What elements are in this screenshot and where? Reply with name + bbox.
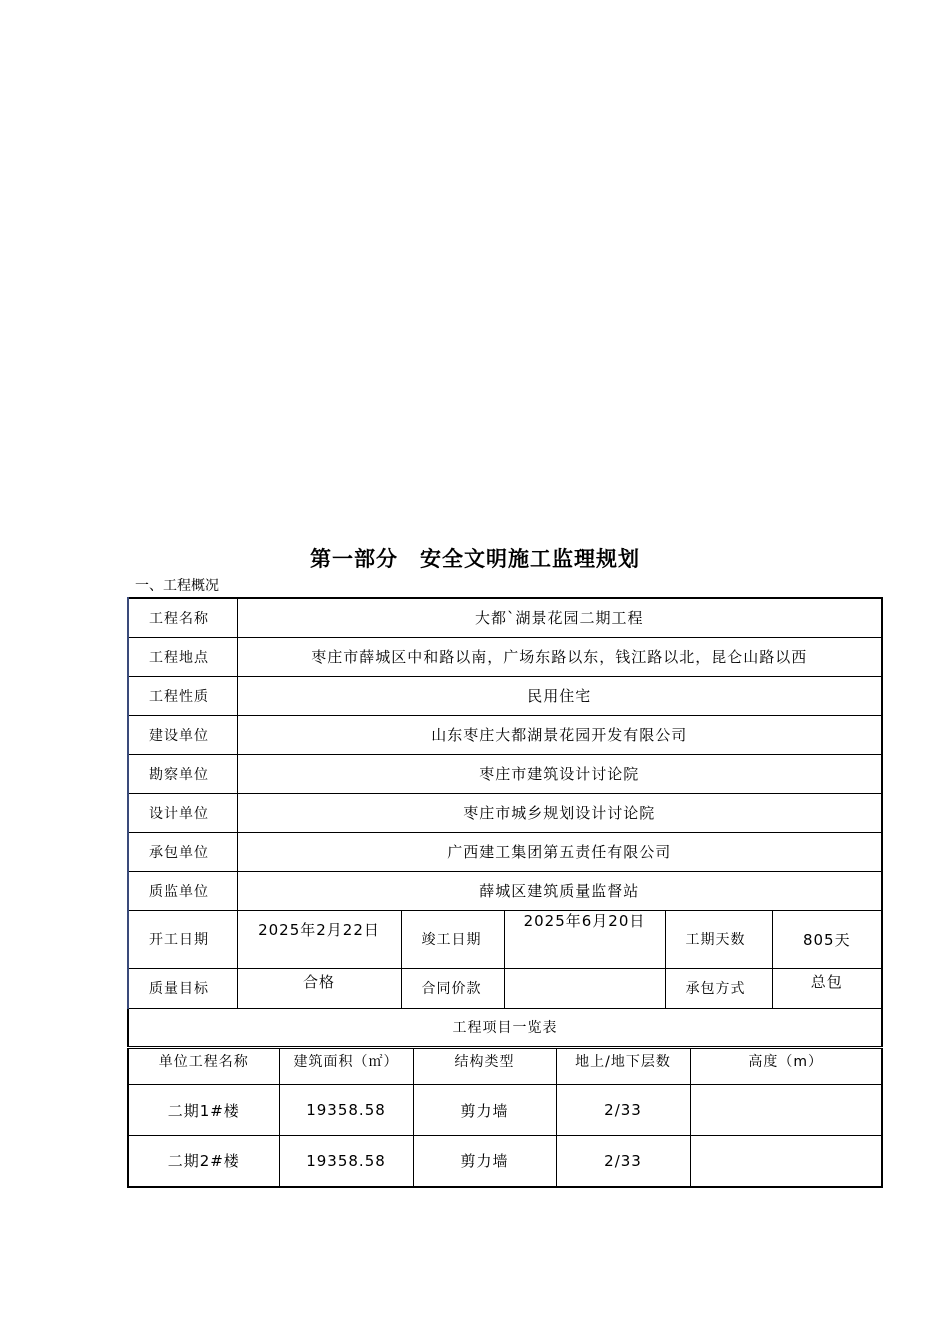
unit-name-cell: 二期2#楼 [128,1136,279,1187]
end-date-value: 2025年6月20日 [504,910,665,968]
floors-cell: 2/33 [556,1085,690,1136]
duration-value: 805天 [772,910,882,968]
height-cell [690,1085,882,1136]
row-label: 勘察单位 [128,754,237,793]
quality-supervision-value: 薛城区建筑质量监督站 [237,871,882,910]
design-unit-value: 枣庄市城乡规划设计讨论院 [237,793,882,832]
document-title: 第一部分 安全文明施工监理规划 [310,547,640,571]
contract-mode-value: 总包 [772,968,882,1008]
header-unit-name: 单位工程名称 [128,1049,279,1085]
row-label: 建设单位 [128,715,237,754]
row-label: 工程地点 [128,637,237,676]
unit-name-cell: 二期1#楼 [128,1085,279,1136]
items-header-row [128,1049,882,1085]
start-date-label: 开工日期 [128,910,237,968]
project-list-title-row [128,1008,882,1046]
overview-row-name [128,598,882,637]
overview-row-survey [128,754,882,793]
overview-row-quality [128,968,882,1008]
quality-target-value: 合格 [237,968,401,1008]
section-heading: 一、工程概况 [135,578,219,594]
overview-row-location [128,637,882,676]
row-label: 承包单位 [128,832,237,871]
overview-row-nature [128,676,882,715]
row-label: 工程名称 [128,598,237,637]
duration-label: 工期天数 [665,910,772,968]
header-structure-type: 结构类型 [413,1049,556,1085]
table-row [128,1085,882,1136]
project-location-value: 枣庄市薛城区中和路以南，广场东路以东，钱江路以北，昆仑山路以西 [237,637,882,676]
row-label: 工程性质 [128,676,237,715]
contract-mode-label: 承包方式 [665,968,772,1008]
header-building-area: 建筑面积（㎡） [279,1049,413,1085]
project-items-table [127,1048,883,1188]
row-label: 设计单位 [128,793,237,832]
quality-target-label: 质量目标 [128,968,237,1008]
structure-type-cell: 剪力墙 [413,1136,556,1187]
table-row [128,1136,882,1187]
row-label: 质监单位 [128,871,237,910]
height-cell [690,1136,882,1187]
contract-price-value [504,968,665,1008]
floors-cell: 2/33 [556,1136,690,1187]
overview-row-dates [128,910,882,968]
contract-price-label: 合同价款 [401,968,504,1008]
overview-row-developer [128,715,882,754]
building-area-cell: 19358.58 [279,1136,413,1187]
header-height: 高度（m） [690,1049,882,1085]
building-area-cell: 19358.58 [279,1085,413,1136]
project-name-value: 大都`湖景花园二期工程 [237,598,882,637]
end-date-label: 竣工日期 [401,910,504,968]
overview-row-design [128,793,882,832]
overview-row-supervision [128,871,882,910]
header-floors: 地上/地下层数 [556,1049,690,1085]
contractor-value: 广西建工集团第五责任有限公司 [237,832,882,871]
developer-value: 山东枣庄大都湖景花园开发有限公司 [237,715,882,754]
overview-row-contractor [128,832,882,871]
start-date-value: 2025年2月22日 [237,910,401,968]
project-overview-table [127,597,883,1047]
structure-type-cell: 剪力墙 [413,1085,556,1136]
project-nature-value: 民用住宅 [237,676,882,715]
survey-unit-value: 枣庄市建筑设计讨论院 [237,754,882,793]
project-list-title: 工程项目一览表 [128,1008,882,1046]
